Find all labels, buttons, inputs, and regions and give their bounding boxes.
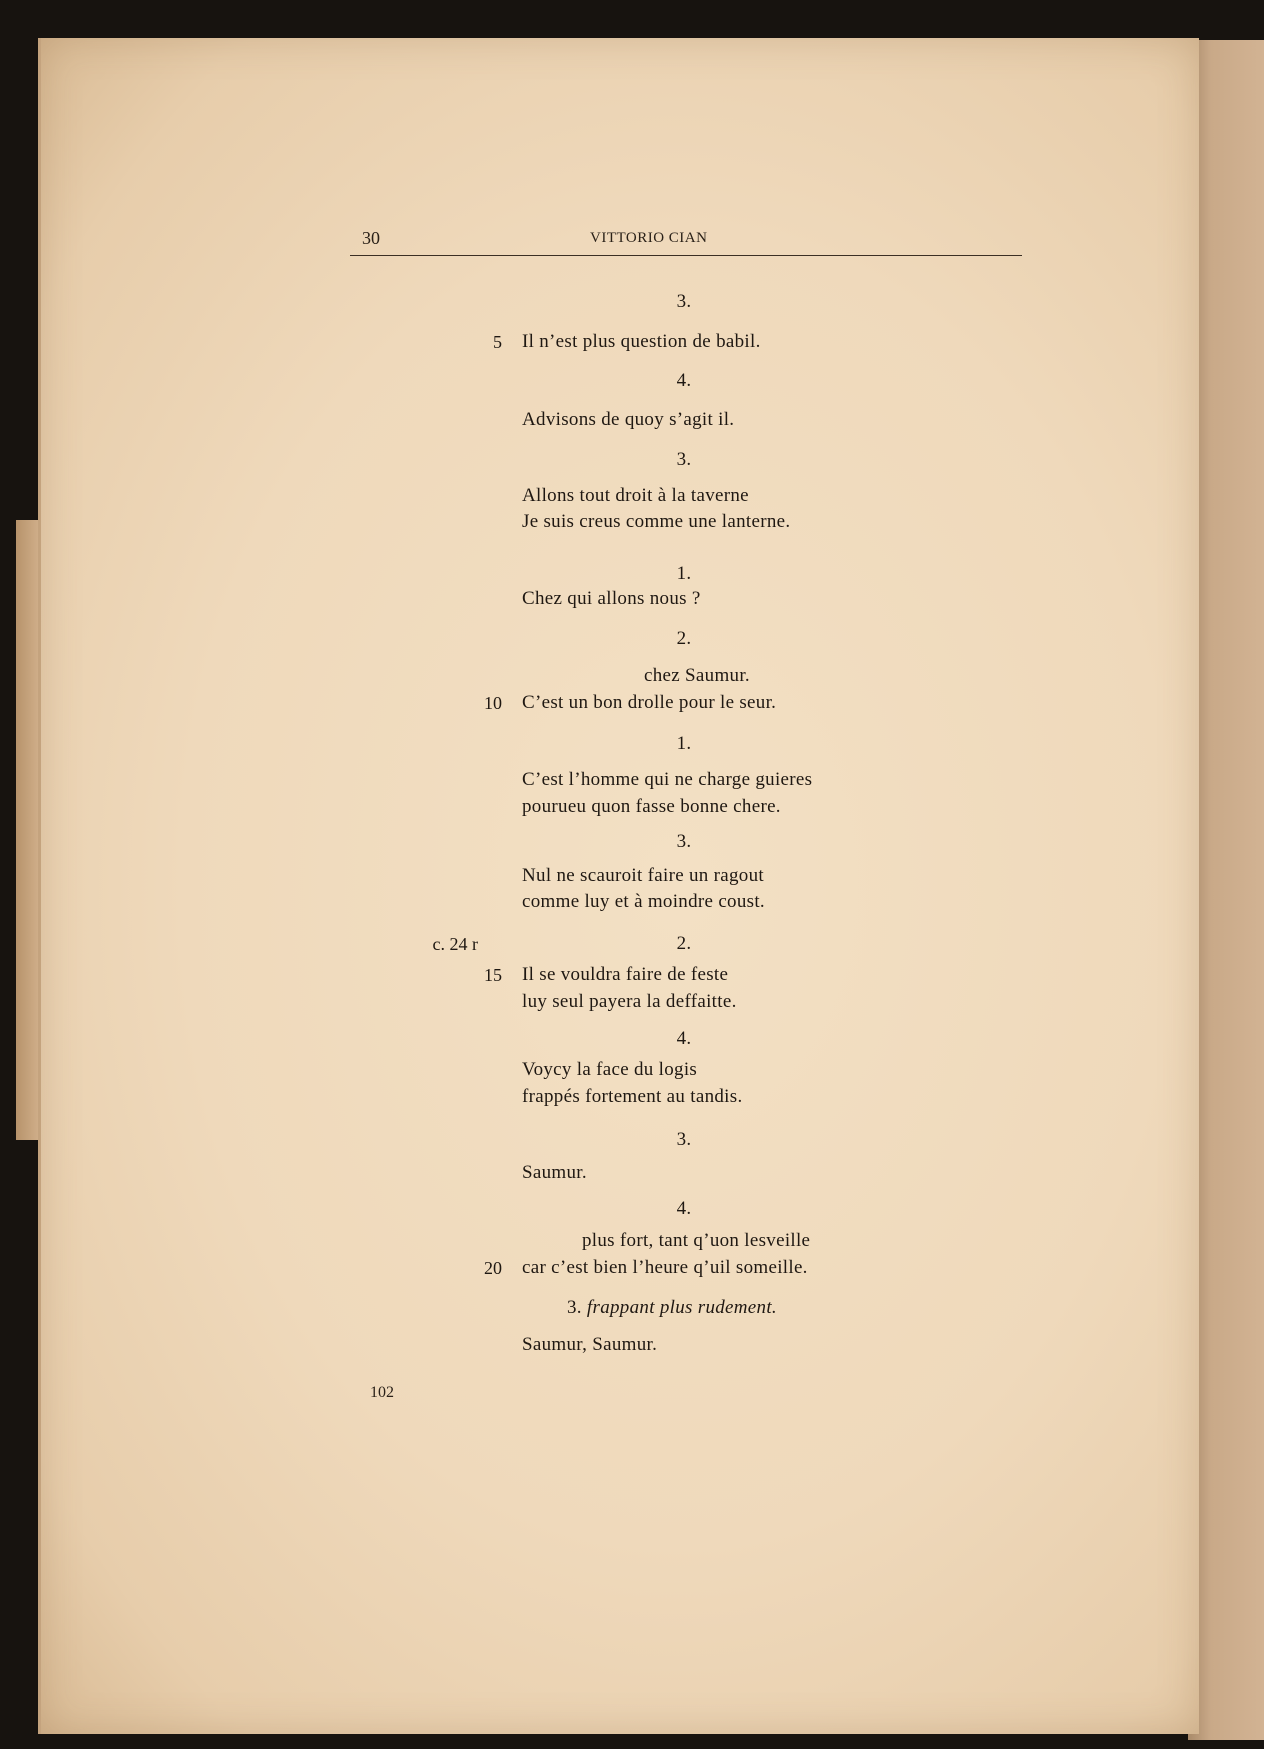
speaker-number: 1. [676,733,692,754]
speaker-number: 4. [676,1028,692,1049]
verse-line: car c’est bien l’heure q’uil someille. [522,1257,808,1278]
verse-line: Chez qui allons nous ? [522,588,701,609]
verse-line: C’est un bon drolle pour le seur. [522,692,777,713]
verse-line: frappés fortement au tandis. [522,1086,743,1107]
speaker-number: 1. [676,563,692,584]
speaker-number: 4. [676,370,692,391]
folio-reference: c. 24 r [432,934,478,954]
stage-direction-text: frappant plus rudement. [586,1297,777,1318]
speaker-number: 3. [676,831,692,852]
verse-line: C’est l’homme qui ne charge guieres [522,769,813,790]
folio-number: 102 [370,1384,394,1401]
speaker-number: 3. [676,1129,692,1150]
page-header [0,0,1264,270]
verse-line: Il n’est plus question de babil. [522,331,761,352]
page-number: 30 [362,228,380,248]
speaker-number: 3. [676,291,692,312]
speaker-number: 2. [676,628,692,649]
verse-number: 20 [484,1258,502,1278]
verse-line: Il se vouldra faire de feste [522,964,729,985]
stage-direction [567,1296,777,1320]
verse-line: comme luy et à moindre coust. [522,891,765,912]
verse-number: 15 [484,965,502,985]
running-head: VITTORIO CIAN [590,230,708,246]
speaker-number: 3. [676,449,692,470]
verse-line: Nul ne scauroit faire un ragout [522,865,764,886]
verse-line: Saumur, Saumur. [522,1334,658,1355]
verse-line: Voycy la face du logis [522,1059,698,1080]
verse-line: pourueu quon fasse bonne chere. [522,796,781,817]
speaker-number: 2. [676,933,692,954]
verse-line: plus fort, tant q’uon lesveille [582,1230,811,1251]
verse-line: Advisons de quoy s’agit il. [522,409,735,430]
header-rule [350,255,1022,256]
verse-line: chez Saumur. [644,665,750,686]
verse-line: Saumur. [522,1162,587,1183]
verse-number: 10 [484,693,502,713]
verse-line: Je suis creus comme une lanterne. [522,511,791,532]
verse-line: luy seul payera la deffaitte. [522,991,737,1012]
verse-line: Allons tout droit à la taverne [522,485,749,506]
speaker-number: 4. [676,1198,692,1219]
verse-number: 5 [493,332,502,352]
speaker-number: 3. [567,1297,582,1318]
facing-page-edge [1188,40,1264,1740]
